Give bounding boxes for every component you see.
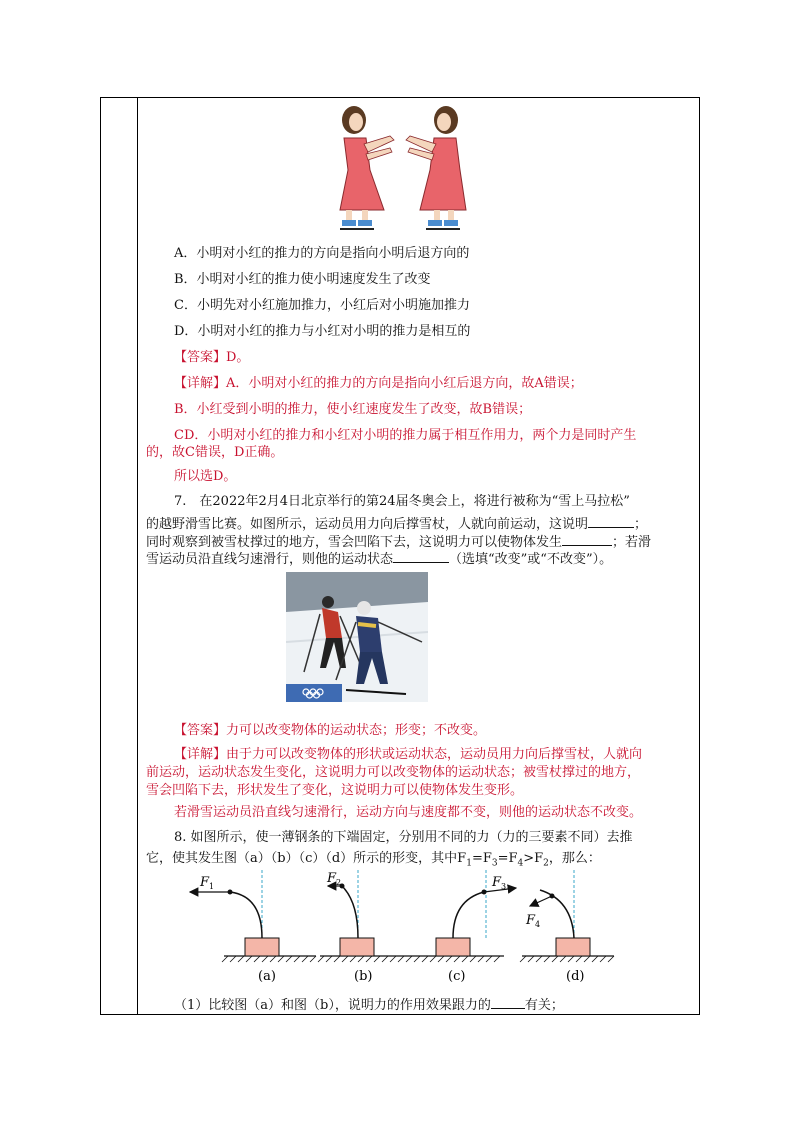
q6-answer: 【答案】D。	[174, 350, 250, 365]
fig-label-a: (a)	[258, 969, 276, 984]
q8-sub-question-1-text: （1）比较图（a）和图（b），说明力的作用效果跟力的	[174, 998, 491, 1013]
q8-sub-question-1-tail: 有关；	[524, 998, 564, 1013]
force-sub-d: 4	[535, 920, 541, 929]
q7-line-3-text: 同时观察到被雪杖撑过的地方，雪会凹陷下去，这说明力可以使物体发生	[146, 535, 563, 550]
q8-line-2-text: 它，使其发生图（a）（b）（c）（d）所示的形变，其中F	[146, 851, 467, 866]
option-c: C．小明先对小红施加推力，小红后对小明施加推力	[174, 298, 470, 313]
answer-blank	[588, 515, 634, 528]
force-sub-c: 3	[501, 882, 507, 891]
q6-explanation-5: 所以选D。	[174, 469, 237, 484]
q7-line-4	[146, 550, 612, 568]
fig-label-b: (b)	[354, 969, 373, 984]
right-skater	[406, 106, 466, 229]
force-label-c: F	[492, 875, 502, 890]
q7-line-2	[146, 515, 647, 533]
answer-blank	[393, 550, 449, 563]
q8-line-1: 8. 如图所示，使一薄钢条的下端固定，分别用不同的力（力的三要素不同）去推	[174, 830, 633, 845]
q6-explanation-4: 的，故C错误，D正确。	[146, 445, 284, 460]
q6-explanation-3: CD．小明对小红的推力和小红对小明的推力属于相互作用力，两个力是同时产生	[174, 428, 637, 443]
option-b: B．小明对小红的推力使小明速度发生了改变	[174, 272, 431, 287]
force-sub-b: 2	[336, 878, 342, 887]
skaters-figure	[330, 100, 470, 232]
fig-label-c: (c)	[448, 969, 466, 984]
force-label-d: F	[526, 913, 536, 928]
q7-line-1: 7. 在2022年2月4日北京举行的第24届冬奥会上，将进行被称为“雪上马拉松”	[174, 494, 630, 509]
force-label-a: F	[200, 875, 210, 890]
q7-line-3-tail: ；若滑	[612, 535, 652, 550]
force-diagrams	[180, 866, 620, 988]
sub-3: 3	[491, 858, 498, 869]
q7-explanation-1: 【详解】由于力可以改变物体的形状或运动状态，运动员用力向后撑雪杖，人就向	[174, 747, 643, 762]
figure-b	[318, 870, 412, 984]
figure-d	[520, 870, 614, 984]
q7-answer: 【答案】力可以改变物体的运动状态；形变；不改变。	[174, 723, 487, 738]
sub-1: 1	[466, 858, 472, 869]
eq-1: =F	[471, 851, 492, 866]
q8-sub-question-1	[174, 996, 564, 1014]
left-skater	[340, 106, 394, 229]
force-label-b: F	[327, 871, 337, 886]
skiing-photo	[286, 572, 428, 702]
option-a: A．小明对小红的推力的方向是指向小明后退方向的	[174, 246, 470, 261]
q7-line-4-tail: （选填“改变”或“不改变”）。	[449, 552, 613, 567]
q7-line-4-text: 雪运动员沿直线匀速滑行，则他的运动状态	[146, 552, 394, 567]
q8-line-2-tail: ，那么：	[548, 851, 601, 866]
answer-blank	[562, 533, 612, 546]
q7-line-2-text: 的越野滑雪比赛。如图所示，运动员用力向后撑雪杖，人就向前运动，这说明	[146, 517, 589, 532]
answer-blank	[491, 996, 525, 1009]
figure-c	[412, 870, 516, 984]
gt: >F	[523, 851, 544, 866]
table-left-column	[100, 97, 138, 1015]
q7-line-3	[146, 533, 651, 551]
force-sub-a: 1	[209, 882, 215, 891]
fig-label-d: (d)	[566, 969, 585, 984]
figure-a	[190, 870, 316, 984]
q6-explanation-1: 【详解】A．小明对小红的推力的方向是指向小红后退方向，故A错误；	[174, 376, 583, 391]
eq-2: =F	[497, 851, 518, 866]
q7-explanation-4: 若滑雪运动员沿直线匀速滑行，运动方向与速度都不变，则他的运动状态不改变。	[174, 805, 643, 820]
option-d: D．小明对小红的推力与小红对小明的推力是相互的	[174, 324, 471, 339]
q7-explanation-2: 前运动，运动状态发生变化，这说明力可以改变物体的运动状态；被雪杖撑过的地方，	[146, 765, 641, 780]
q6-explanation-2: B．小红受到小明的推力，使小红速度发生了改变，故B错误；	[174, 402, 532, 417]
q7-line-2-tail: ；	[634, 517, 648, 532]
q7-explanation-3: 雪会凹陷下去，形状发生了变化，这说明力可以使物体发生变形。	[146, 783, 524, 798]
sub-4: 4	[517, 858, 524, 869]
sub-2: 2	[543, 858, 549, 869]
